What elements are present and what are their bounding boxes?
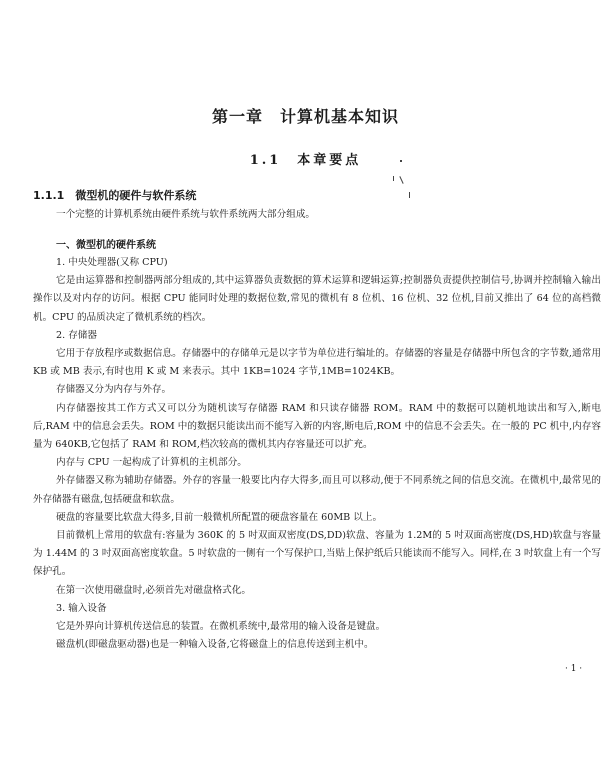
paragraph: 它是外界向计算机传送信息的装置。在微机系统中,最常用的输入设备是键盘。 bbox=[56, 621, 386, 633]
paragraph: 外存储器又称为辅助存储器。外存的容量一般要比内存大得多,而且可以移动,便于不同系统之间的信息交流。在微机中,最常见的外存储器有磁盘,包括硬盘和软盘。 bbox=[33, 475, 601, 505]
intro-paragraph: 一个完整的计算机系统由硬件系统与软件系统两大部分组成。 bbox=[56, 209, 316, 220]
paragraph: 磁盘机(即磁盘驱动器)也是一种输入设备,它将磁盘上的信息传送到主机中。 bbox=[56, 639, 374, 651]
paragraph: 2. 存储器 bbox=[56, 329, 97, 341]
scan-speck bbox=[409, 192, 410, 198]
paragraph: 它用于存放程序或数据信息。存储器中的存储单元是以字节为单位进行编址的。存储器的容量是存储器中所包含的字节数,通常用 KB 或 MB 表示,有时也用 K 或 M 来表示。其中 1KB=1024 字节,1MB=1024KB。 bbox=[33, 348, 601, 378]
paragraph: 它是由运算器和控制器两部分组成的,其中运算器负责数据的算术运算和逻辑运算;控制器负责提供控制信号,协调并控制输入输出操作以及对内存的访问。根据 CPU 能同时处理的数据位数,常见的微机有 8 位机、16 位机、32 位机,目前又推出了 64 位的高档微机。CPU 的品质决定了微机系统的档次。 bbox=[33, 275, 601, 323]
page-number: · 1 · bbox=[565, 664, 583, 674]
paragraph: 存储器又分为内存与外存。 bbox=[56, 384, 172, 396]
section-title: 1.1 本章要点 bbox=[249, 153, 362, 168]
paragraph: 在第一次使用磁盘时,必须首先对磁盘格式化。 bbox=[56, 584, 251, 596]
scan-speck bbox=[399, 176, 403, 184]
body-text bbox=[33, 254, 601, 654]
paragraph: 内存与 CPU 一起构成了计算机的主机部分。 bbox=[56, 457, 247, 469]
paragraph: 1. 中央处理器(又称 CPU) bbox=[56, 257, 168, 268]
subsection-title: 1.1.1 微型机的硬件与软件系统 bbox=[33, 189, 197, 202]
paragraph: 硬盘的容量要比软盘大得多,目前一般微机所配置的硬盘容量在 60MB 以上。 bbox=[56, 511, 383, 523]
scan-speck bbox=[393, 176, 394, 181]
paragraph: 目前微机上常用的软盘有:容量为 360K 的 5 吋双面双密度(DS,DD)软盘、容量为 1.2M的 5 吋双面高密度(DS,HD)软盘与容量为 1.44M 的 3 吋双面高密度软盘。5 吋软盘的一侧有一个写保护口,当贴上保护纸后只能读而不能写入。同样,在 3 吋软盘上有一个写保护孔。 bbox=[33, 530, 601, 578]
chapter-title: 第一章 计算机基本知识 bbox=[211, 107, 399, 126]
paragraph: 3. 输入设备 bbox=[56, 602, 107, 614]
scan-speck bbox=[400, 160, 402, 162]
heading-hardware: 一、微型机的硬件系统 bbox=[56, 240, 156, 251]
paragraph: 内存储器按其工作方式又可以分为随机读写存储器 RAM 和只读存储器 ROM。RAM 中的数据可以随机地读出和写入,断电后,RAM 中的信息会丢失。ROM 中的数据只能读出而不能写入新的内容,断电后,ROM 中的信息不会丢失。在一般的 PC 机中,内存容量为 640KB,它包括了 RAM 和 ROM,档次较高的微机其内存容量还可以扩充。 bbox=[33, 402, 601, 451]
